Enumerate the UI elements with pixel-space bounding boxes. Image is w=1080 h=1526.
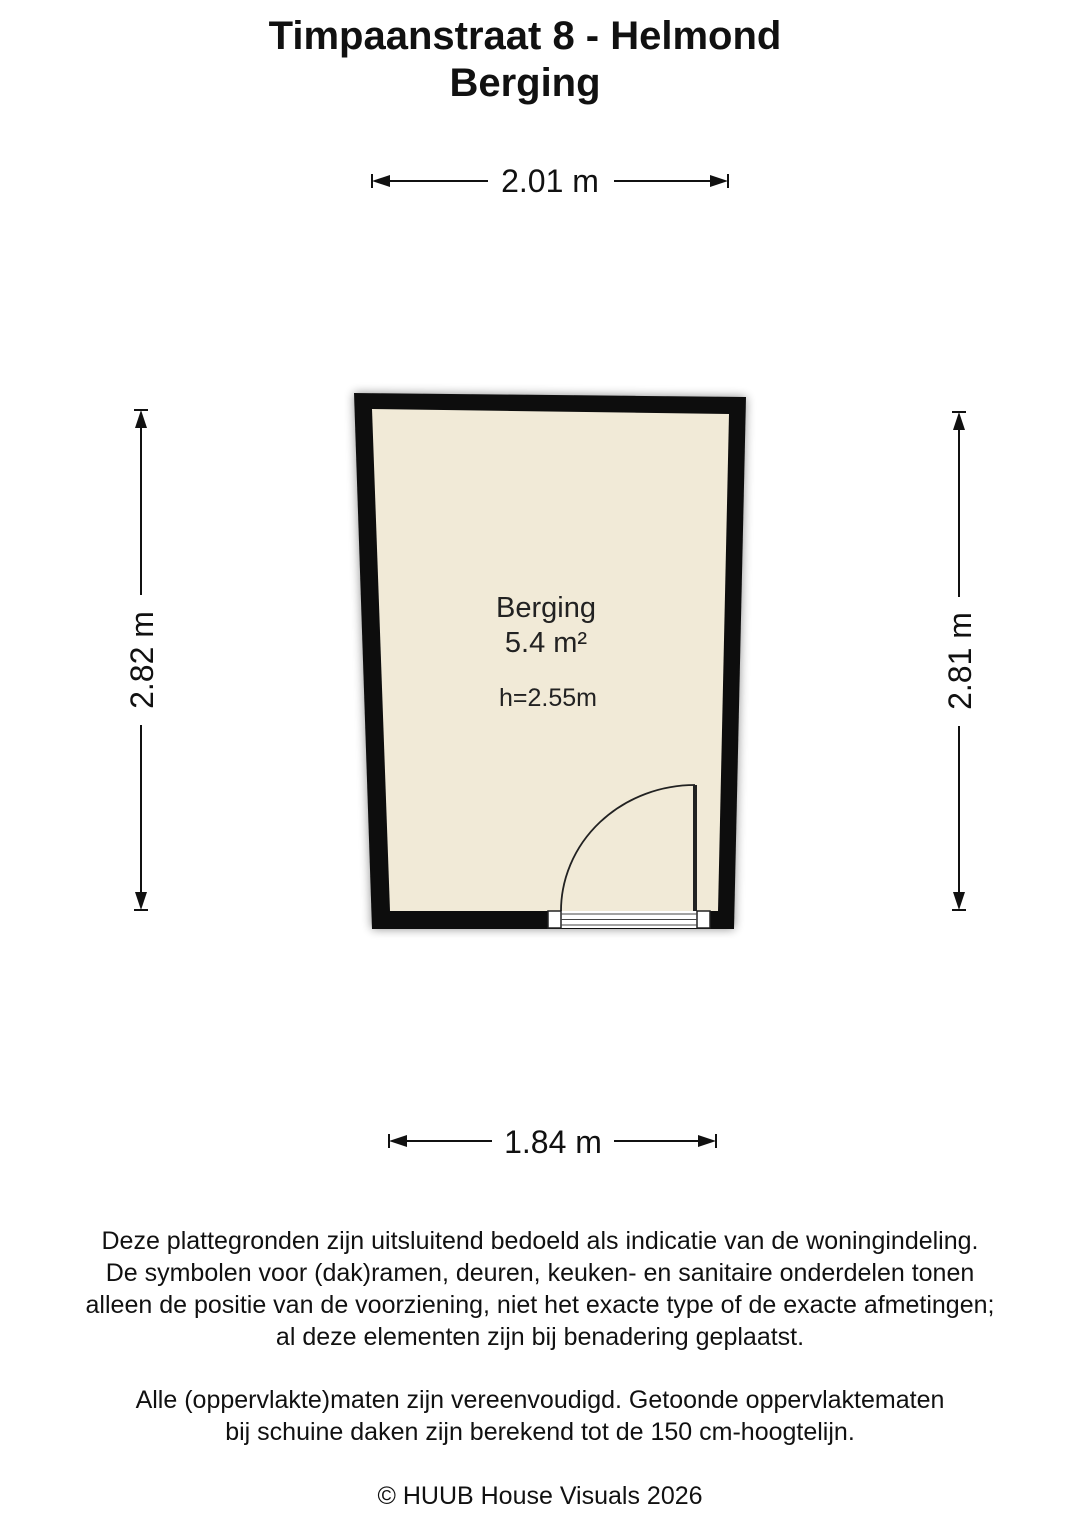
- room-name: Berging: [496, 592, 596, 624]
- disclaimer-line: De symbolen voor (dak)ramen, deuren, keuken- en sanitaire onderdelen tonen: [105, 1259, 975, 1287]
- disclaimer-paragraph-2: [0, 1384, 1080, 1448]
- page-title: Timpaanstraat 8 - Helmond: [268, 14, 782, 58]
- copyright-notice: © HUUB House Visuals 2026: [377, 1482, 703, 1510]
- dimension-right: [942, 412, 978, 910]
- room-height: h=2.55m: [499, 684, 597, 712]
- dimension-right-label: 2.81 m: [942, 612, 978, 710]
- disclaimer-paragraph-1: [0, 1225, 1080, 1353]
- dimension-top: [372, 163, 728, 199]
- dimension-top-label: 2.01 m: [501, 163, 599, 199]
- dimension-bottom: [389, 1124, 716, 1160]
- room-berging: [354, 393, 746, 929]
- page-subtitle: Berging: [449, 61, 601, 105]
- disclaimer-line: Deze plattegronden zijn uitsluitend bedoeld als indicatie van de woningindeling.: [101, 1227, 979, 1255]
- disclaimer-line: bij schuine daken zijn berekend tot de 150 cm-hoogtelijn.: [225, 1418, 855, 1446]
- room-area: 5.4 m²: [504, 627, 588, 659]
- disclaimer-line: Alle (oppervlakte)maten zijn vereenvoudigd. Getoonde oppervlaktematen: [135, 1386, 945, 1414]
- door-leaf: [693, 785, 697, 911]
- dimension-left-label: 2.82 m: [124, 611, 160, 709]
- disclaimer-line: alleen de positie van de voorziening, niet het exacte type of de exacte afmetingen;: [85, 1291, 995, 1319]
- dimension-left: [124, 410, 160, 910]
- dimension-bottom-label: 1.84 m: [504, 1124, 602, 1160]
- room-floor: [372, 409, 729, 911]
- disclaimer-line: al deze elementen zijn bij benadering geplaatst.: [275, 1323, 805, 1351]
